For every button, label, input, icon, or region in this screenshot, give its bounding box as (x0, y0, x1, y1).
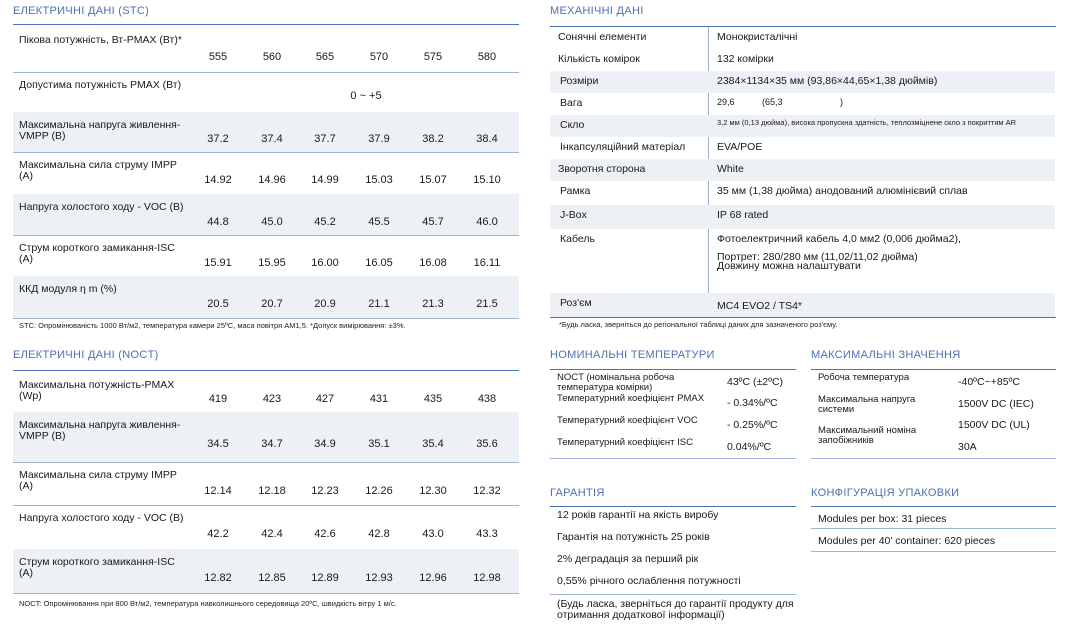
noct-cell: 42.6 (314, 528, 336, 540)
stc-cell: 37.2 (207, 133, 229, 145)
mech-row (550, 71, 1055, 93)
mech-row-value: 29,6 (717, 97, 735, 107)
noct-row (13, 549, 519, 593)
stc-cell: 20.7 (261, 298, 283, 310)
maxvals-bottom-rule (811, 458, 1056, 459)
noct-cell: 12.96 (419, 572, 447, 584)
noct-row (13, 412, 519, 462)
stc-cell: 38.2 (422, 133, 444, 145)
stc-cell: 15.95 (258, 256, 286, 269)
nominal-label-0: NOCT (номінальна робоча температура комірки) (557, 372, 675, 393)
noct-row-label: Максимальна сила струму IMPP (А) (19, 469, 177, 492)
noct-cell: 435 (423, 393, 443, 405)
noct-cell: 35.4 (422, 438, 444, 450)
mech-row-label: Скло (560, 119, 585, 131)
noct-row-label: Напруга холостого ходу - VOC (В) (19, 512, 184, 524)
noct-note: NOCT: Опромінювання при 800 Вт/м2, температура навколишнього середовища 20ºC, швидкість вітру 1 м/с. (19, 599, 397, 608)
stc-row-label: Струм короткого замикання-ISC (А) (19, 242, 175, 265)
mech-row-value: 35 мм (1,38 дюйма) анодований алюмінієвий сплав (717, 185, 968, 197)
noct-cell: 438 (477, 393, 497, 405)
stc-row-label: Напруга холостого ходу - VOC (В) (19, 201, 184, 213)
mech-row-value: 2384×1134×35 мм (93,86×44,65×1,38 дюймів) (717, 75, 938, 87)
nominal-title-rule (550, 369, 796, 370)
mech-row (550, 137, 1055, 159)
mech-row (550, 159, 1055, 181)
stc-row-label: ККД модуля η m (%) (19, 283, 117, 295)
stc-row (13, 72, 519, 112)
nominal-title: НОМИНАЛЬНІ ТЕМПЕРАТУРИ (550, 349, 715, 361)
stc-row-label: Максимальна сила струму IMPP (А) (19, 159, 177, 182)
stc-cell: 16.05 (365, 256, 393, 269)
mech-row-value: Монокристалічні (717, 31, 798, 43)
stc-row-label: Максимальна напруга живлення-VMPP (В) (19, 119, 181, 142)
mech-row (550, 181, 1055, 205)
stc-cell: 16.00 (311, 256, 339, 269)
noct-cell: 12.23 (311, 484, 339, 497)
stc-cell: 15.91 (204, 256, 232, 269)
noct-row-label: Максимальна напруга живлення-VMPP (В) (19, 419, 181, 442)
nominal-label-3: Температурний коефіцієнт ISC (557, 437, 693, 448)
stc-row (13, 27, 519, 72)
noct-cell: 12.14 (204, 484, 232, 497)
stc-cell: 45.2 (314, 215, 336, 228)
nominal-bottom-rule (550, 458, 796, 459)
mech-row-label: Кількість комірок (558, 53, 640, 65)
noct-cell: 42.8 (368, 528, 390, 540)
nominal-value-1: - 0.34%/ºC (727, 397, 778, 409)
maxvals-title: МАКСИМАЛЬНІ ЗНАЧЕННЯ (811, 349, 961, 361)
noct-cell: 43.0 (422, 528, 444, 540)
mech-row-label: Роз'єм (560, 297, 592, 309)
stc-cell: 37.4 (261, 133, 283, 145)
noct-cell: 34.7 (261, 438, 283, 450)
mech-row-value: EVA/POE (717, 141, 763, 153)
mech-row (550, 205, 1055, 229)
stc-note: STC: Опромінюваність 1000 Вт/м2, температура камери 25ºC, маса повітря AM1,5. *Допуск вимірювання: ±3%. (19, 321, 406, 330)
packaging-line-1: Modules per 40' container: 620 pieces (818, 535, 996, 547)
stc-row (13, 235, 519, 276)
maxvals-title-rule (811, 369, 1056, 370)
warranty-bottom-rule (550, 594, 796, 595)
stc-cell: 575 (423, 50, 443, 63)
stc-cell: 21.3 (422, 298, 444, 310)
stc-cell: 45.0 (261, 215, 283, 228)
maxvals-label-0: Робоча температура (818, 372, 910, 383)
mech-row-value-extra: Портрет: 280/280 мм (11,02/11,02 дюйма) (717, 251, 918, 263)
noct-cell: 34.5 (207, 438, 229, 450)
maxvals-label-3: Максимальний номіна запобіжників (818, 425, 917, 446)
stc-cell: 15.10 (473, 174, 501, 186)
nominal-value-0: 43ºC (±2ºC) (727, 376, 784, 388)
stc-cell: 14.99 (311, 174, 339, 186)
mech-row-value-extra: ) (840, 97, 843, 107)
noct-cell: 42.2 (207, 528, 229, 540)
mech-row-label: J-Box (560, 209, 587, 221)
mech-row-label: Рамка (560, 185, 591, 197)
packaging-divider (811, 528, 1056, 529)
noct-cell: 12.82 (204, 572, 232, 584)
stc-cell: 16.11 (473, 256, 501, 269)
noct-cell: 12.18 (258, 484, 286, 497)
stc-cell: 15.07 (419, 174, 447, 186)
stc-row (13, 112, 519, 152)
mech-row (550, 49, 1055, 71)
stc-cell: 46.0 (476, 215, 498, 228)
stc-cell: 20.9 (314, 298, 336, 310)
mech-row (550, 93, 1055, 115)
stc-cell: 16.08 (419, 256, 447, 269)
stc-title-rule (13, 24, 519, 25)
noct-cell: 431 (369, 393, 389, 405)
stc-cell: 21.5 (476, 298, 498, 310)
noct-cell: 12.85 (258, 572, 286, 584)
noct-cell: 35.1 (368, 438, 390, 450)
noct-cell: 42.4 (261, 528, 283, 540)
nominal-label-2: Температурний коефіцієнт VOC (557, 415, 698, 426)
noct-row (13, 462, 519, 505)
mech-row-value: 3,2 мм (0,13 дюйма), висока пропускна здатність, теплозміцнене скло з покриттям AR (717, 118, 1017, 127)
mech-row-value: 132 комірки (717, 53, 774, 65)
stc-cell: 560 (262, 50, 282, 63)
packaging-title-rule (811, 506, 1056, 507)
noct-cell: 419 (208, 393, 228, 405)
mech-row-label: Сонячні елементи (558, 31, 647, 43)
noct-cell: 12.93 (365, 572, 393, 584)
mech-row-value: IP 68 rated (717, 209, 769, 221)
stc-row (13, 152, 519, 194)
noct-title: ЕЛЕКТРИЧНІ ДАНІ (NOCT) (13, 349, 159, 361)
mech-note: *Будь ласка, зверніться до регіональної таблиці даних для зазначеного роз'єму. (559, 320, 838, 329)
nominal-value-3: 0.04%/ºC (727, 441, 772, 453)
stc-cell: 37.7 (314, 133, 336, 145)
noct-cell: 12.30 (419, 484, 447, 497)
noct-title-rule (13, 370, 519, 371)
stc-cell: 14.96 (258, 174, 286, 186)
mech-row-value: White (717, 163, 744, 175)
stc-cell: 14.92 (204, 174, 232, 186)
maxvals-value-2: 1500V DC (UL) (958, 419, 1030, 431)
mech-row (550, 229, 1055, 293)
noct-cell: 423 (262, 393, 282, 405)
mech-row (550, 27, 1055, 49)
noct-cell: 427 (315, 393, 335, 405)
stc-cell: 45.5 (368, 215, 390, 228)
mech-row-value-extra: (65,3 (762, 97, 783, 107)
warranty-line-1: Гарантія на потужність 25 років (557, 531, 710, 543)
mech-bottom-rule (550, 317, 1056, 318)
stc-cell: 15.03 (365, 174, 393, 186)
mech-row-label: Кабель (560, 233, 595, 245)
warranty-line-2: 2% деградація за перший рік (557, 553, 699, 565)
maxvals-value-3: 30A (958, 441, 977, 453)
mech-row-value: Фотоелектричний кабель 4,0 мм2 (0,006 дюйма2), (717, 233, 961, 245)
stc-cell: 21.1 (368, 298, 390, 310)
noct-cell: 35.6 (476, 438, 498, 450)
mech-row-label: Зворотня сторона (558, 163, 646, 175)
nominal-label-1: Температурний коефіцієнт PMAX (557, 393, 705, 404)
stc-row-label: Пікова потужність, Вт-PMAX (Вт)* (19, 34, 182, 46)
noct-row-label: Максимальна потужність-PMAX (Wp) (19, 379, 175, 402)
noct-cell: 34.9 (314, 438, 336, 450)
stc-row (13, 276, 519, 318)
stc-row-label: Допустима потужність PMAX (Вт) (19, 79, 182, 91)
stc-row-merged-value: 0 ~ +5 (350, 90, 382, 102)
mech-row-value-extra: Довжину можна налаштувати (717, 260, 861, 272)
mech-title: МЕХАНІЧНІ ДАНІ (550, 5, 644, 17)
packaging-bottom-rule (811, 551, 1056, 552)
mech-row-label: Інкапсуляційний матеріал (560, 141, 686, 153)
packaging-title: КОНФІГУРАЦІЯ УПАКОВКИ (811, 487, 960, 499)
warranty-line-0: 12 років гарантії на якість виробу (557, 509, 719, 521)
noct-cell: 12.98 (473, 572, 501, 584)
stc-cell: 580 (477, 50, 497, 63)
noct-row-separator (13, 593, 519, 594)
stc-cell: 555 (208, 50, 228, 63)
stc-cell: 565 (315, 50, 335, 63)
warranty-note: (Будь ласка, зверніться до гарантії продукту для отримання додаткової інформації) (557, 598, 794, 621)
noct-cell: 12.26 (365, 484, 393, 497)
mech-row-label: Розміри (560, 75, 599, 87)
packaging-line-0: Modules per box: 31 pieces (818, 513, 947, 525)
mech-row-value: MC4 EVO2 / TS4* (717, 300, 803, 312)
noct-row (13, 505, 519, 549)
stc-row (13, 194, 519, 235)
stc-cell: 37.9 (368, 133, 390, 145)
nominal-value-2: - 0.25%/ºC (727, 419, 778, 431)
mech-row (550, 293, 1055, 317)
stc-cell: 38.4 (476, 133, 498, 145)
noct-row (13, 372, 519, 412)
stc-cell: 44.8 (207, 215, 229, 228)
mech-row-label: Вага (560, 97, 583, 109)
noct-row-label: Струм короткого замикання-ISC (А) (19, 556, 175, 579)
stc-cell: 570 (369, 50, 389, 63)
stc-title: ЕЛЕКТРИЧНІ ДАНІ (STC) (13, 5, 150, 17)
stc-cell: 45.7 (422, 215, 444, 228)
maxvals-label-1: Максимальна напруга системи (818, 394, 916, 415)
maxvals-value-0: -40ºC~+85ºC (958, 376, 1020, 388)
maxvals-value-1: 1500V DC (IEC) (958, 398, 1034, 410)
stc-row-separator (13, 318, 519, 319)
warranty-line-3: 0,55% річного ослаблення потужності (557, 575, 741, 587)
warranty-title-rule (550, 506, 796, 507)
warranty-title: ГАРАНТІЯ (550, 487, 605, 499)
noct-cell: 43.3 (476, 528, 498, 540)
noct-cell: 12.32 (473, 484, 501, 497)
noct-cell: 12.89 (311, 572, 339, 584)
mech-row (550, 115, 1055, 137)
stc-cell: 20.5 (207, 298, 229, 310)
